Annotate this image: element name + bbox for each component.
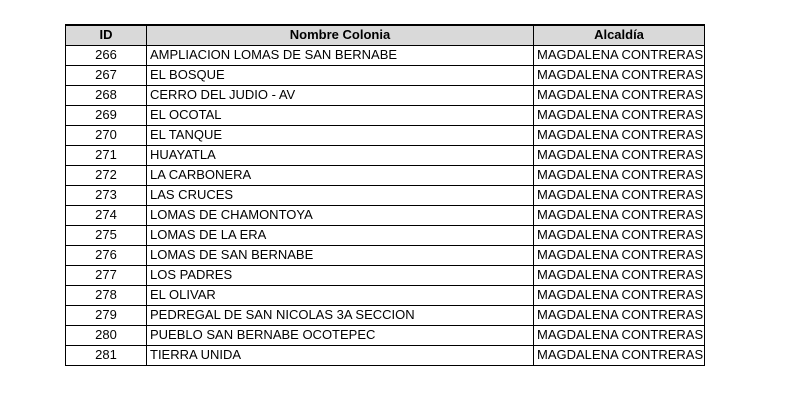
table-row bbox=[66, 245, 705, 265]
table-row bbox=[66, 185, 705, 205]
cell-alcaldia: MAGDALENA CONTRERAS bbox=[534, 205, 705, 225]
table-row bbox=[66, 285, 705, 305]
cell-id: 281 bbox=[66, 345, 147, 365]
table-row bbox=[66, 265, 705, 285]
cell-nombre-colonia: LOS PADRES bbox=[147, 265, 534, 285]
table-row bbox=[66, 345, 705, 365]
cell-nombre-colonia: CERRO DEL JUDIO - AV bbox=[147, 85, 534, 105]
cell-id: 280 bbox=[66, 325, 147, 345]
table-row bbox=[66, 305, 705, 325]
cell-id: 266 bbox=[66, 45, 147, 65]
cell-id: 278 bbox=[66, 285, 147, 305]
cell-id: 275 bbox=[66, 225, 147, 245]
cell-alcaldia: MAGDALENA CONTRERAS bbox=[534, 65, 705, 85]
cell-alcaldia: MAGDALENA CONTRERAS bbox=[534, 145, 705, 165]
cell-alcaldia: MAGDALENA CONTRERAS bbox=[534, 345, 705, 365]
table-row bbox=[66, 65, 705, 85]
cell-nombre-colonia: HUAYATLA bbox=[147, 145, 534, 165]
cell-alcaldia: MAGDALENA CONTRERAS bbox=[534, 45, 705, 65]
cell-alcaldia: MAGDALENA CONTRERAS bbox=[534, 185, 705, 205]
cell-nombre-colonia: EL TANQUE bbox=[147, 125, 534, 145]
cell-id: 276 bbox=[66, 245, 147, 265]
cell-nombre-colonia: EL BOSQUE bbox=[147, 65, 534, 85]
cell-nombre-colonia: EL OLIVAR bbox=[147, 285, 534, 305]
cell-nombre-colonia: LOMAS DE CHAMONTOYA bbox=[147, 205, 534, 225]
cell-id: 279 bbox=[66, 305, 147, 325]
cell-alcaldia: MAGDALENA CONTRERAS bbox=[534, 305, 705, 325]
cell-alcaldia: MAGDALENA CONTRERAS bbox=[534, 225, 705, 245]
cell-nombre-colonia: EL OCOTAL bbox=[147, 105, 534, 125]
cell-id: 268 bbox=[66, 85, 147, 105]
cell-nombre-colonia: LA CARBONERA bbox=[147, 165, 534, 185]
cell-alcaldia: MAGDALENA CONTRERAS bbox=[534, 165, 705, 185]
header-nombre-colonia: Nombre Colonia bbox=[147, 25, 534, 45]
colonias-table bbox=[65, 24, 705, 366]
cell-nombre-colonia: TIERRA UNIDA bbox=[147, 345, 534, 365]
cell-id: 274 bbox=[66, 205, 147, 225]
table-row bbox=[66, 325, 705, 345]
colonias-table-container bbox=[65, 24, 705, 366]
cell-id: 272 bbox=[66, 165, 147, 185]
header-alcaldia: Alcaldía bbox=[534, 25, 705, 45]
table-row bbox=[66, 45, 705, 65]
cell-alcaldia: MAGDALENA CONTRERAS bbox=[534, 245, 705, 265]
cell-nombre-colonia: PEDREGAL DE SAN NICOLAS 3A SECCION bbox=[147, 305, 534, 325]
cell-id: 270 bbox=[66, 125, 147, 145]
cell-id: 273 bbox=[66, 185, 147, 205]
cell-alcaldia: MAGDALENA CONTRERAS bbox=[534, 265, 705, 285]
table-row bbox=[66, 105, 705, 125]
table-row bbox=[66, 85, 705, 105]
cell-alcaldia: MAGDALENA CONTRERAS bbox=[534, 125, 705, 145]
cell-id: 271 bbox=[66, 145, 147, 165]
table-row bbox=[66, 205, 705, 225]
cell-alcaldia: MAGDALENA CONTRERAS bbox=[534, 285, 705, 305]
cell-nombre-colonia: AMPLIACION LOMAS DE SAN BERNABE bbox=[147, 45, 534, 65]
cell-alcaldia: MAGDALENA CONTRERAS bbox=[534, 325, 705, 345]
cell-alcaldia: MAGDALENA CONTRERAS bbox=[534, 105, 705, 125]
cell-nombre-colonia: LAS CRUCES bbox=[147, 185, 534, 205]
cell-nombre-colonia: LOMAS DE LA ERA bbox=[147, 225, 534, 245]
cell-nombre-colonia: PUEBLO SAN BERNABE OCOTEPEC bbox=[147, 325, 534, 345]
table-row bbox=[66, 165, 705, 185]
header-id: ID bbox=[66, 25, 147, 45]
table-row bbox=[66, 225, 705, 245]
cell-id: 269 bbox=[66, 105, 147, 125]
cell-alcaldia: MAGDALENA CONTRERAS bbox=[534, 85, 705, 105]
cell-id: 277 bbox=[66, 265, 147, 285]
table-row bbox=[66, 125, 705, 145]
header-row bbox=[66, 25, 705, 45]
cell-id: 267 bbox=[66, 65, 147, 85]
cell-nombre-colonia: LOMAS DE SAN BERNABE bbox=[147, 245, 534, 265]
table-row bbox=[66, 145, 705, 165]
